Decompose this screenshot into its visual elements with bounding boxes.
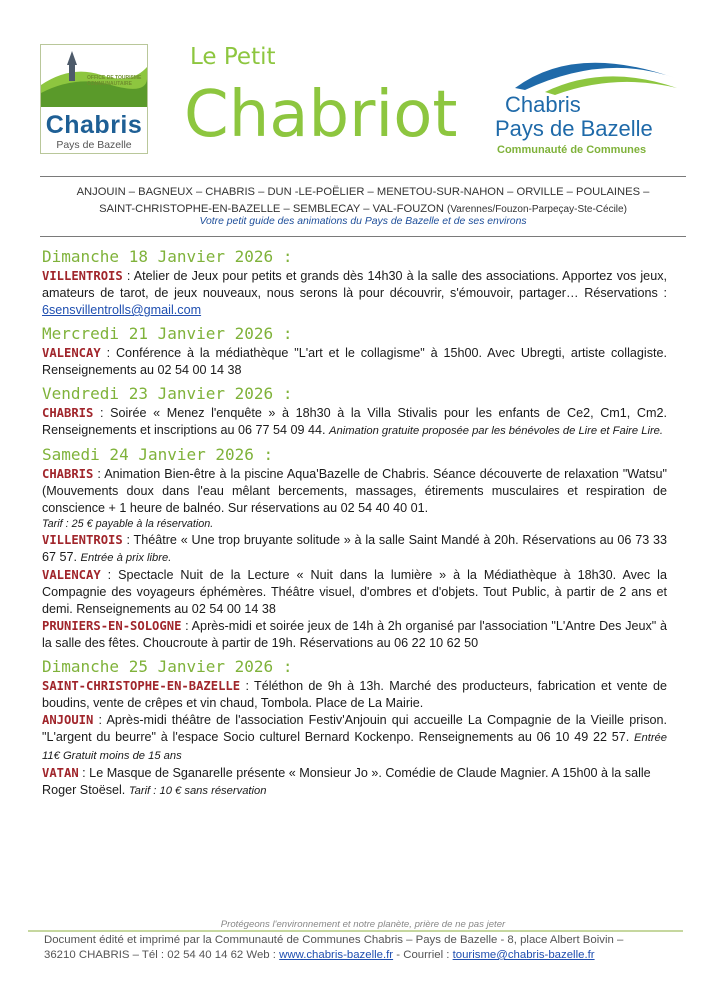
event-text: : Le Masque de Sganarelle présente « Monsieur Jo ». Comédie de Claude Magnier. A 15h00 à la salle Roger Stoësel. bbox=[42, 766, 651, 797]
event-text: : Conférence à la médiathèque "L'art et le collagisme" à 15h00. Avec Ubregti, artiste collagiste. Renseignements au 02 54 00 14 38 bbox=[42, 346, 667, 377]
divider bbox=[40, 236, 686, 237]
email-link[interactable]: tourisme@chabris-bazelle.fr bbox=[452, 949, 595, 961]
event-town: PRUNIERS-EN-SOLOGNE bbox=[42, 619, 182, 633]
event-note: Entrée à prix libre. bbox=[80, 552, 172, 564]
footer-line1: Document édité et imprimé par la Communauté de Communes Chabris – Pays de Bazelle - 8, place Albert Boivin – bbox=[44, 934, 624, 946]
day-heading: Samedi 24 Janvier 2026 : bbox=[42, 445, 274, 464]
email-link[interactable]: 6sensvillentrolls@gmail.com bbox=[42, 303, 202, 317]
footer-slogan: Protégeons l'environnement et notre planète, prière de ne pas jeter bbox=[220, 919, 506, 930]
event-item bbox=[42, 567, 667, 618]
event-town: VILLENTROIS bbox=[42, 269, 123, 283]
community-logo bbox=[495, 48, 685, 158]
event-text: : Après-midi et soirée jeux de 14h à 2h organisé par l'association "L'Antre Des Jeux" à la salle des fêtes. Choucroute à partir de 19h. Réservations au 06 22 10 62 50 bbox=[42, 619, 667, 650]
website-link[interactable]: www.chabris-bazelle.fr bbox=[279, 949, 394, 961]
event-note: Animation gratuite proposée par les bénévoles de Lire et Faire Lire. bbox=[329, 425, 664, 437]
event-item bbox=[42, 532, 667, 567]
logo-right-line3: Communauté de Communes bbox=[497, 144, 647, 156]
logo-office-text: OFFICE DE TOURISME COMMUNAUTAIRE bbox=[87, 75, 142, 87]
event-town: VALENCAY bbox=[42, 568, 101, 582]
tagline: Votre petit guide des animations du Pays de Bazelle et de ses environs bbox=[199, 216, 527, 227]
event-item bbox=[42, 678, 667, 712]
divider bbox=[40, 176, 686, 177]
page-title: Chabriot bbox=[184, 78, 458, 152]
event-item bbox=[42, 405, 667, 440]
day-heading: Dimanche 25 Janvier 2026 : bbox=[42, 657, 293, 676]
event-item bbox=[42, 765, 667, 800]
logo-left-name: Chabris bbox=[45, 111, 143, 139]
logo-left-subtitle: Pays de Bazelle bbox=[56, 139, 132, 151]
event-town: CHABRIS bbox=[42, 467, 94, 481]
day-heading: Vendredi 23 Janvier 2026 : bbox=[42, 384, 293, 403]
title-small: Le Petit bbox=[190, 44, 276, 70]
communes-note: (Varennes/Fouzon-Parpeçay-Ste-Cécile) bbox=[447, 204, 627, 215]
events-content bbox=[42, 242, 667, 800]
event-text: : Soirée « Menez l'enquête » à 18h30 à la Villa Stivalis pour les enfants de Ce2, Cm1, Cm2. Renseignements et inscriptions au 06 77 54 09 44. bbox=[42, 406, 667, 437]
event-text: : Après-midi théâtre de l'association Festiv'Anjouin qui accueille La Compagnie de la Vieille prison. "L'argent du beurre" à l'espace Socio culturel Bernard Kockenpo. Renseignements au 06 10 49 22 57. bbox=[42, 713, 667, 744]
event-item bbox=[42, 345, 667, 379]
event-town: ANJOUIN bbox=[42, 713, 94, 727]
event-town: VATAN bbox=[42, 766, 79, 780]
event-text: : Atelier de Jeux pour petits et grands dès 14h30 à la salle des associations. Apportez vos jeux, amateurs de tarot, de jeux nouveaux, nous serons là pour découvrir, s'émouvoir, partager… Réservations : bbox=[42, 269, 667, 300]
communes-list bbox=[40, 184, 686, 218]
event-note: Entrée 11€ Gratuit moins de 15 ans bbox=[42, 732, 667, 762]
event-item bbox=[42, 618, 667, 652]
event-town: VILLENTROIS bbox=[42, 533, 123, 547]
footer-divider bbox=[28, 930, 683, 932]
logo-right-line2: Pays de Bazelle bbox=[495, 116, 653, 141]
event-item bbox=[42, 712, 667, 765]
event-text: : Théâtre « Une trop bruyante solitude » à la salle Saint Mandé à 20h. Réservations au 06 73 33 67 57. bbox=[42, 533, 667, 564]
footer-line2-mid: - Courriel : bbox=[393, 949, 453, 961]
event-item bbox=[42, 268, 667, 319]
tourism-office-logo bbox=[40, 44, 148, 154]
event-text: : Animation Bien-être à la piscine Aqua'Bazelle de Chabris. Séance découverte de relaxation "Watsu" (Mouvements doux dans l'eau mêlant bercements, massages, étirements musculaires et respiration de conscience + 1 heure de balnéo. Sur réservations au 02 54 40 40 01. bbox=[42, 467, 667, 515]
event-text: : Téléthon de 9h à 13h. Marché des producteurs, fabrication et vente de boudins, vente de crêpes et vin chaud, Tombola. Place de La Mairie. bbox=[42, 679, 667, 710]
footer-line2-prefix: 36210 CHABRIS – Tél : 02 54 40 14 62 Web : bbox=[44, 949, 280, 961]
event-item bbox=[42, 466, 667, 517]
event-tarif: Tarif : 25 € payable à la réservation. bbox=[42, 518, 214, 530]
event-town: SAINT-CHRISTOPHE-EN-BAZELLE bbox=[42, 679, 241, 693]
event-town: VALENCAY bbox=[42, 346, 101, 360]
event-note: Tarif : 10 € sans réservation bbox=[128, 785, 267, 797]
event-text: : Spectacle Nuit de la Lecture « Nuit dans la lumière » à la Médiathèque à 18h30. Avec la Compagnie des voyageurs éphémères. Théâtre visuel, d'ombres et d'objets. Tout Public, à partir de 2 ans et demi. Renseignements au 02 54 00 14 38 bbox=[42, 568, 667, 616]
logo-right-line1: Chabris bbox=[505, 92, 581, 117]
communes-line1: ANJOUIN – BAGNEUX – CHABRIS – DUN -LE-POËLIER – MENETOU-SUR-NAHON – ORVILLE – POULAINES – bbox=[76, 186, 650, 198]
communes-line2: SAINT-CHRISTOPHE-EN-BAZELLE – SEMBLECAY – VAL-FOUZON bbox=[99, 203, 444, 215]
event-town: CHABRIS bbox=[42, 406, 94, 420]
day-heading: Dimanche 18 Janvier 2026 : bbox=[42, 247, 293, 266]
footer bbox=[44, 933, 684, 963]
day-heading: Mercredi 21 Janvier 2026 : bbox=[42, 324, 293, 343]
